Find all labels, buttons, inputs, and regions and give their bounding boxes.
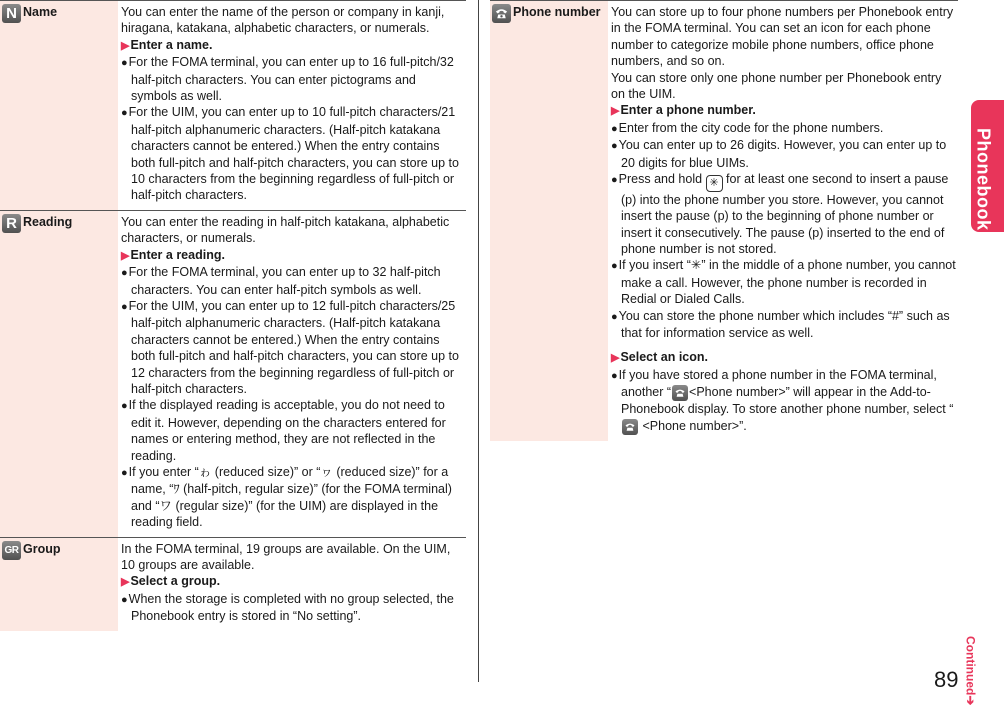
bullet-text: For the UIM, you can enter up to 10 full-pitch characters/21 half-pitch alphanumeric characters. (Half-pitch katakana characters cannot be entered.) When the entry contains both full-pitch and half-pitch characters, you can store up to 10 characters from the beginning regardless of full-pitch or half-pitch characters.: [128, 105, 459, 203]
label-cell-phone: [490, 1, 608, 441]
group-action-text: Select a group.: [130, 574, 221, 589]
group-intro: In the FOMA terminal, 19 groups are available. On the UIM, 10 groups are available.: [121, 541, 451, 572]
bullet-text: for at least one second to insert a pause (p) into the phone number you store. However, you cannot insert the pause (p) to the beginning of phone number or insert it consecutively. The pause (p) inserted to the end of phone number is not stored.: [621, 172, 949, 256]
label-cell-group: [0, 538, 118, 631]
left-column: [0, 0, 466, 631]
bullet-text: You can store the phone number which includes “#” such as that for information service as well.: [618, 308, 950, 341]
name-intro: You can enter the name of the person or company in kanji, hiragana, katakana, alphabetic characters, or numerals.: [121, 5, 445, 36]
spacer: [611, 341, 956, 349]
label-cell-reading: [0, 211, 118, 537]
bullet-text: If you insert “✳” in the middle of a phone number, you cannot make a call. However, the phone number is recorded in Redial or Dialed Calls.: [618, 258, 956, 307]
label-group: Group: [23, 541, 61, 556]
name-badge-icon: N: [2, 4, 21, 23]
desc-phone: [608, 1, 958, 441]
bullet-text: For the FOMA terminal, you can enter up to 32 half-pitch characters. You can enter half-pitch symbols as well.: [128, 265, 441, 297]
column-divider: [478, 0, 479, 682]
phone-icon: [622, 419, 638, 435]
bullet: [611, 120, 956, 137]
bullet: [611, 137, 956, 171]
bullet: [611, 367, 956, 435]
bullet-icon: ●: [121, 107, 128, 120]
bullet-icon: ●: [121, 267, 128, 280]
bullet: [121, 397, 464, 464]
label-reading: Reading: [23, 214, 73, 229]
bullet: [121, 298, 464, 397]
bullet-text: Enter from the city code for the phone numbers.: [618, 120, 884, 135]
reading-badge-icon: R: [2, 214, 21, 233]
continued-label: Continued: [963, 636, 978, 696]
phone-action-1: [611, 102, 956, 119]
bullet-text: If you have stored a phone number in the FOMA terminal, another “: [618, 367, 937, 400]
bullet-icon: ●: [611, 260, 618, 273]
bullet-icon: ●: [611, 310, 618, 323]
name-action: [121, 37, 464, 54]
bullet-text: For the FOMA terminal, you can enter up to 16 full-pitch/32 half-pitch characters. You can enter pictograms and symbols as well.: [128, 55, 454, 104]
arrow-icon: ▶: [611, 105, 620, 118]
reading-action-text: Enter a reading.: [130, 247, 225, 262]
group-action: [121, 573, 464, 590]
row-name: [0, 0, 466, 210]
arrow-icon: ▶: [121, 249, 130, 262]
bullet-text: <Phone number>”.: [642, 418, 747, 433]
bullet: [121, 54, 464, 104]
group-badge-icon: GR: [2, 541, 21, 560]
bullet-icon: ●: [611, 174, 618, 187]
asterisk-key-icon: ✳: [706, 175, 723, 192]
continued-marker: Continued➔: [963, 636, 978, 705]
phone-intro-1: You can store up to four phone numbers per Phonebook entry in the FOMA terminal. You can set an icon for each phone number to categorize mobile phone numbers, office phone numbers, and so on.: [611, 5, 954, 69]
arrow-icon: ▶: [121, 39, 130, 52]
row-reading: [0, 210, 466, 537]
phone-icon: [492, 4, 511, 23]
bullet-text: When the storage is completed with no group selected, the Phonebook entry is stored in “No setting”.: [128, 591, 454, 624]
label-cell-name: [0, 1, 118, 210]
bullet-text: For the UIM, you can enter up to 12 full-pitch characters/25 half-pitch alphanumeric characters. (Half-pitch katakana characters cannot be entered.) When the entry contains both full-pitch and half-pitch characters, you can store up to 12 characters from the beginning regardless of full-pitch or half-pitch characters.: [128, 298, 459, 396]
bullet-icon: ●: [611, 140, 618, 153]
bullet-icon: ●: [121, 57, 128, 70]
phone-icon: [672, 385, 688, 401]
bullet-text: You can enter up to 26 digits. However, you can enter up to 20 digits for blue UIMs.: [618, 138, 947, 170]
reading-intro: You can enter the reading in half-pitch katakana, alphabetic characters, or numerals.: [121, 214, 450, 246]
bullet-text: If you enter “ゎ (reduced size)” or “ヮ (reduced size)” for a name, “ﾜ (half-pitch, regular size)” (for the FOMA terminal) and “ワ (regular size)” (for the UIM) are displayed in the reading field.: [128, 464, 452, 530]
bullet-icon: ●: [611, 369, 618, 382]
bullet-icon: ●: [121, 400, 128, 413]
desc-name: [118, 1, 466, 210]
label-phone-number: Phone number: [513, 5, 601, 19]
reading-action: [121, 247, 464, 264]
row-phone: [490, 0, 958, 441]
bullet: [611, 308, 956, 342]
right-column: [490, 0, 958, 441]
arrow-icon: ▶: [121, 576, 130, 589]
page-number: 89: [934, 667, 959, 692]
bullet: [121, 264, 464, 298]
bullet: [121, 464, 464, 531]
phone-action-1-text: Enter a phone number.: [620, 103, 756, 118]
bullet-icon: ●: [121, 300, 128, 313]
section-title: Phonebook: [973, 128, 994, 231]
phone-intro-2: You can store only one phone number per Phonebook entry on the UIM.: [611, 70, 942, 102]
name-action-text: Enter a name.: [130, 37, 213, 52]
bullet: [611, 257, 956, 307]
phone-action-2-text: Select an icon.: [620, 350, 708, 365]
arrow-icon: ▶: [611, 352, 620, 365]
bullet-text: <Phone number>” will appear in the Add-to-Phonebook display. To store another phone number, select “: [621, 385, 954, 417]
bullet: [121, 104, 464, 203]
bullet: [611, 171, 956, 257]
bullet-icon: ●: [121, 593, 128, 606]
bullet-icon: ●: [611, 122, 618, 135]
desc-reading: [118, 211, 466, 537]
bullet-text: If the displayed reading is acceptable, you do not need to edit it. However, depending on the characters entered for names or entering method, they are not reflected in the reading.: [128, 398, 446, 463]
bullet-text: Press and hold: [618, 172, 703, 187]
desc-group: [118, 538, 466, 631]
row-group: [0, 537, 466, 631]
label-name: Name: [23, 5, 58, 19]
bullet-icon: ●: [121, 466, 128, 479]
phone-action-2: [611, 349, 956, 366]
bullet: [121, 591, 464, 625]
